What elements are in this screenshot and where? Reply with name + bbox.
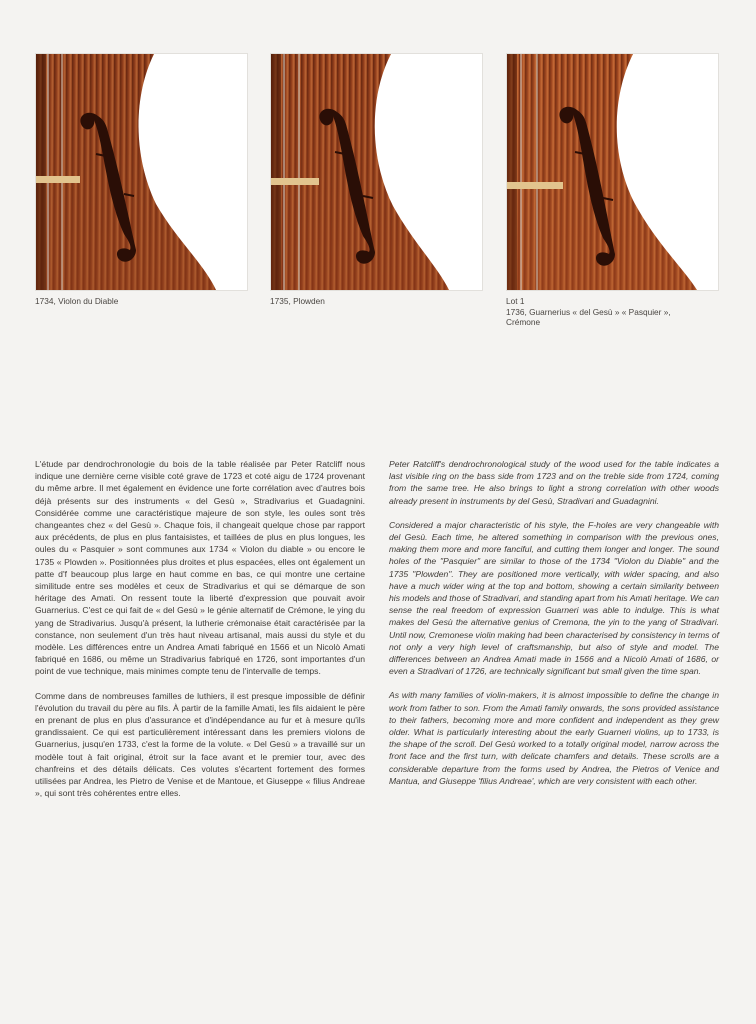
paragraph: As with many families of violin-makers, it is almost impossible to define the change in work from father to son. From the Amati family onwards, the sons provided assistance to their fathers, becoming more and more confident and independent as they grew older. What is particularly interesting about the early Guarneri violins, up to 1733, is the shape of the scroll. Del Gesù worked to a totally original model, narrow across the front face and the first turn, with delicate chamfers and details. These scrolls are a considerable departure from the forms used by Andrea, the Pietros of Venice and Mantua, and Giuseppe 'filius Andreae', which are very consistent with each other. [389, 690, 719, 786]
photo-caption-1 [35, 296, 118, 307]
violin-photo-3 [506, 53, 719, 291]
photo-caption-2 [270, 296, 325, 307]
french-text-column [35, 458, 365, 811]
caption-line: 1734, Violon du Diable [35, 296, 119, 306]
violin-photo-2 [270, 53, 483, 291]
caption-line: 1736, Guarnerius « del Gesù » « Pasquier », [506, 306, 671, 317]
violin-f-hole-image [36, 54, 247, 290]
violin-f-hole-image [507, 54, 718, 290]
violin-f-hole-image [271, 54, 482, 290]
paragraph: Peter Ratcliff's dendrochronological study of the wood used for the table indicates a last visible ring on the bass side from 1723 and on the treble side from 1724, coming from the same tree. He also brings to light a strong correlation with other woods already present in instruments by del Gesù, Stradivari and Guadagnini. [389, 459, 719, 506]
violin-photo-1 [35, 53, 248, 291]
caption-line: Lot 1 [506, 296, 525, 306]
caption-line: Crémone [506, 317, 541, 327]
english-text-column [389, 458, 719, 799]
caption-line: 1735, Plowden [270, 296, 325, 306]
paragraph: Considered a major characteristic of his style, the F-holes are very changeable with del Gesù. Each time, he altered something in comparison with the previous ones, making them more and more fanciful, and cutting them longer and longer. The sound holes of the "Pasquier" are similar to those of the 1734 "Violon du Diable" and the 1735 "Plowden". They are positioned more vertically, with wider spacing, and also have a much wider wing at the top and bottom, showing a certain similarity between his models and those of Stradivari, and standing apart from his Amati heritage. We can sense the real freedom of expression Guarneri was able to indulge. This is what makes del Gesù the alternative genius of Cremona, the yin to the yang of Stradivari. Until now, Cremonese violin making had been characterised by consistency in terms of not only a very high level of craftsmanship, but also of style and model. The differences between an Andrea Amati made in 1566 and a Nicolò Amati of 1686, or even a Stradivari of 1726, are technically significant but small given the time span. [389, 519, 719, 677]
photo-caption-3 [506, 296, 671, 328]
paragraph: Comme dans de nombreuses familles de luthiers, il est presque impossible de définir l'évolution du travail du père au fils. À partir de la famille Amati, les fils aidaient le père en prenant de plus en plus d'assurance et d'indépendance au fur et à mesure qu'ils grandissaient. Ce qui est particulièrement intéressant dans les premiers violons de Guarnerius, jusqu'en 1733, c'est la forme de la volute. « Del Gesù » a travaillé sur un modèle tout à fait original, étroit sur la face avant et le premier tour, avec des chanfreins et des détails délicats. Ces volutes s'écartent fortement des formes utilisées par Andrea, les Pietro de Venise et de Mantoue, et Giuseppe « filius Andreae », qui sont très cohérentes entre elles. [35, 690, 365, 799]
paragraph: L'étude par dendrochronologie du bois de la table réalisée par Peter Ratcliff nous indique une dernière cerne visible coté grave de 1723 et coté aigu de 1724 provenant du même arbre. Il met également en évidence une forte corrélation avec d'autres bois déjà présents sur des instruments « del Gesù », Stradivarius et Guadagnini. Considérée comme une caractéristique majeure de son style, les oules sont très changeantes chez « del Gesù ». Chaque fois, il changeait quelque chose par rapport aux précédents, de plus en plus fantaisistes, et taillées de plus en plus longues, les oules du « Pasquier » sont communes aux 1734 « Violon du diable » ou encore le 1735 « Plowden ». Positionnées plus droites et plus espacées, elles ont également un patte d'f beaucoup plus large en haut comme en bas, ce qui montre une certaine similitude entre ses modèles et ceux de Stradivarius et qui se démarque de son héritage des Amati. On ressent toute la liberté d'expression que pouvait avoir Guarnerius. C'est ce qui fait de « del Gesù » le génie alternatif de Crémone, le ying du yang de Stradivarius. Jusqu'à présent, la lutherie crémonaise était caractérisée par la constance, non seulement d'un très haut niveau artisanal, mais aussi du style et du modèle. Les différences entre un Andrea Amati fabriqué en 1566 et un Nicolò Amati fabriqué en 1686, ou même un Stradivarius fabriqué en 1726, sont importantes d'un point de vue technique, mais minimes compte tenu de l'intervalle de temps. [35, 459, 365, 677]
